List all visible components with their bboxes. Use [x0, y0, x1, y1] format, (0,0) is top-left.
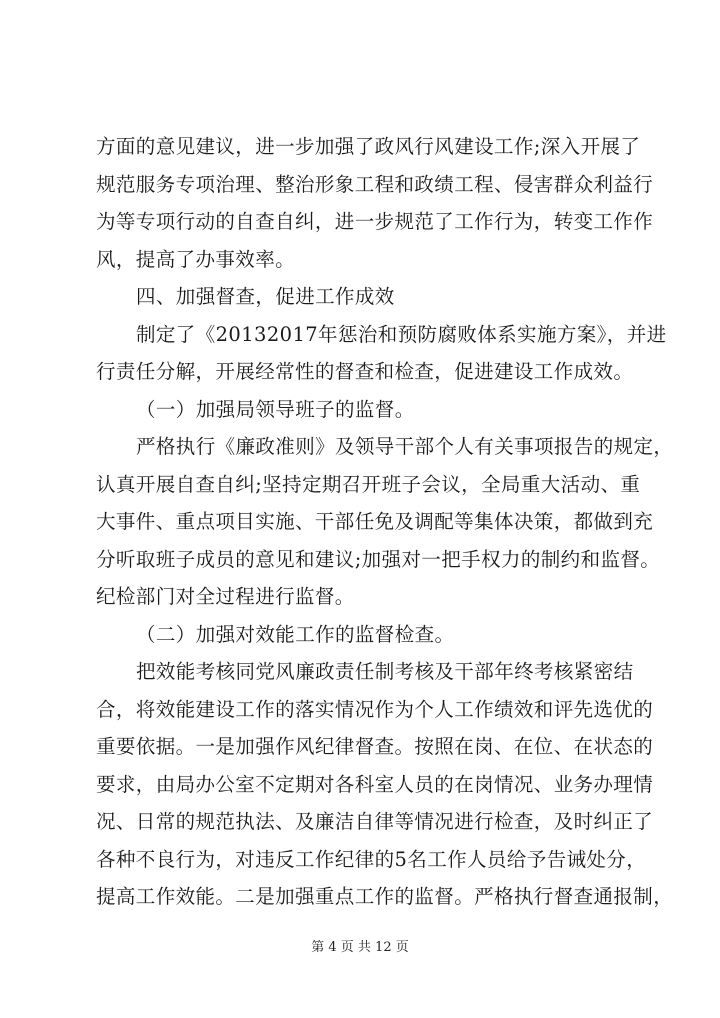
text-line: 为等专项行动的自查自纠，进一步规范了工作行为，转变工作作	[96, 210, 654, 233]
text-line: 况、日常的规范执法、及廉洁自律等情况进行检查，及时纠正了	[96, 810, 654, 833]
subsection-heading: （二）加强对效能工作的监督检查。	[136, 622, 455, 646]
text-line: 纪检部门对全过程进行监督。	[96, 585, 355, 608]
text-line: 风，提高了办事效率。	[96, 247, 296, 271]
page-number-footer: 第 4 页 共 12 页	[311, 940, 409, 955]
document-body	[96, 128, 674, 916]
section-heading: 四、加强督查，促进工作成效	[136, 285, 395, 308]
text-line: 行责任分解，开展经常性的督查和检查，促进建设工作成效。	[96, 360, 634, 383]
text-line: 制定了《20132017年惩治和预防腐败体系实施方案》，并进	[136, 322, 667, 346]
text-line: 认真开展自查自纠;坚持定期召开班子会议，全局重大活动、重	[96, 472, 641, 496]
subsection-heading: （一）加强局领导班子的监督。	[136, 397, 415, 421]
text-line: 合，将效能建设工作的落实情况作为个人工作绩效和评先选优的	[96, 697, 654, 721]
text-line: 要求，由局办公室不定期对各科室人员的在岗情况、业务办理情	[96, 772, 654, 796]
text-line: 大事件、重点项目实施、干部任免及调配等集体决策，都做到充	[96, 510, 654, 533]
text-line: 方面的意见建议，进一步加强了政风行风建设工作;深入开展了	[96, 135, 641, 158]
text-line: 各种不良行为，对违反工作纪律的5名工作人员给予告诫处分，	[96, 847, 647, 871]
text-line: 把效能考核同党风廉政责任制考核及干部年终考核紧密结	[136, 660, 634, 683]
text-line: 分听取班子成员的意见和建议;加强对一把手权力的制约和监督。	[96, 547, 661, 571]
text-line: 严格执行《廉政准则》及领导干部个人有关事项报告的规定，	[136, 435, 674, 458]
text-line: 重要依据。一是加强作风纪律督查。按照在岗、在位、在状态的	[96, 735, 654, 758]
text-line: 提高工作效能。二是加强重点工作的监督。严格执行督查通报制，	[96, 885, 674, 908]
text-line: 规范服务专项治理、整治形象工程和政绩工程、侵害群众利益行	[96, 172, 654, 196]
